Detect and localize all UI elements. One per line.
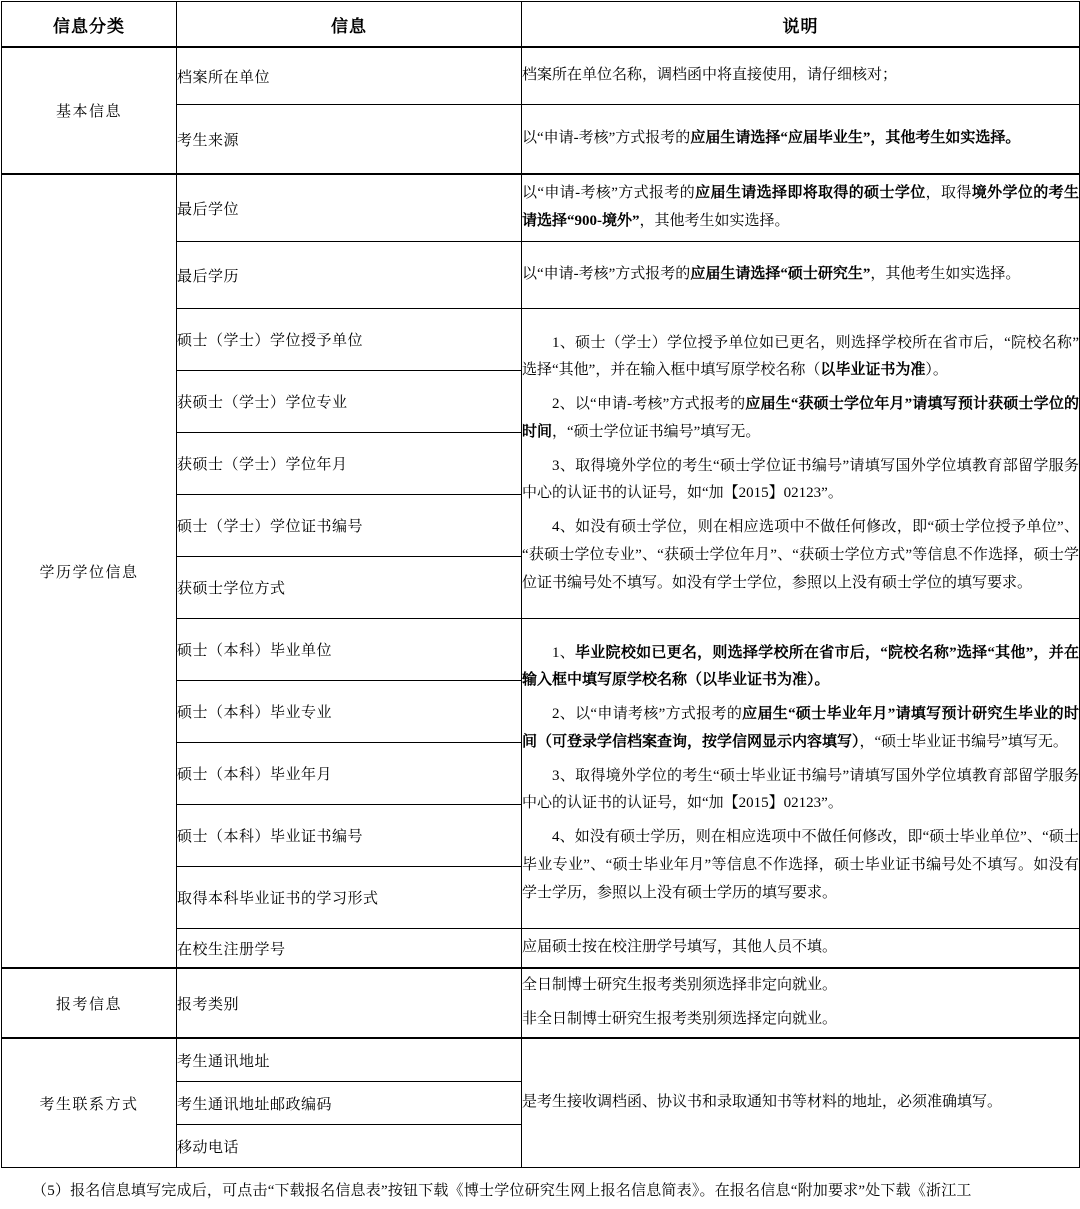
field-cell: 报考类别 [177, 968, 522, 1038]
field-cell: 移动电话 [177, 1125, 522, 1168]
description-cell: 档案所在单位名称，调档函中将直接使用，请仔细核对； [522, 47, 1080, 105]
table-row [2, 47, 1080, 105]
field-cell: 硕士（本科）毕业年月 [177, 743, 522, 805]
category-cell: 基本信息 [2, 47, 177, 174]
table-header [2, 2, 1080, 48]
field-cell: 硕士（本科）毕业证书编号 [177, 805, 522, 867]
field-cell: 取得本科毕业证书的学习形式 [177, 867, 522, 929]
category-cell: 报考信息 [2, 968, 177, 1038]
description-cell: 以“申请-考核”方式报考的应届生请选择即将取得的硕士学位，取得境外学位的考生请选择“900-境外”，其他考生如实选择。 [522, 174, 1080, 242]
field-cell: 硕士（学士）学位授予单位 [177, 309, 522, 371]
field-cell: 硕士（学士）学位证书编号 [177, 495, 522, 557]
category-cell: 学历学位信息 [2, 174, 177, 968]
field-cell: 考生通讯地址 [177, 1038, 522, 1082]
table-row [2, 174, 1080, 242]
field-cell: 硕士（本科）毕业单位 [177, 619, 522, 681]
header-category: 信息分类 [2, 2, 177, 48]
description-cell: 以“申请-考核”方式报考的应届生请选择“应届毕业生”，其他考生如实选择。 [522, 105, 1080, 175]
field-cell: 考生通讯地址邮政编码 [177, 1082, 522, 1125]
header-info: 信息 [177, 2, 522, 48]
description-cell: 应届硕士按在校注册学号填写，其他人员不填。 [522, 929, 1080, 969]
category-cell: 考生联系方式 [2, 1038, 177, 1168]
field-cell: 获硕士（学士）学位专业 [177, 371, 522, 433]
description-cell: 全日制博士研究生报考类别须选择非定向就业。 非全日制博士研究生报考类别须选择定向就业。 [522, 968, 1080, 1038]
table-row [2, 968, 1080, 1038]
document-page [0, 1, 1080, 1209]
table-body [2, 47, 1080, 1168]
header-description: 说明 [522, 2, 1080, 48]
field-cell: 获硕士（学士）学位年月 [177, 433, 522, 495]
footnote-text: （5）报名信息填写完成后，可点击“下载报名信息表”按钮下载《博士学位研究生网上报名信息简表》。在报名信息“附加要求”处下载《浙江工 [32, 1183, 972, 1199]
description-cell: 1、硕士（学士）学位授予单位如已更名，则选择学校所在省市后，“院校名称”选择“其他”，并在输入框中填写原学校名称（以毕业证书为准）。 2、以“申请-考核”方式报考的应届生“获硕士学位年月”请填写预计获硕士学位的时间，“硕士学位证书编号”填写无。 3、取得境外学位的考生“硕士学位证书编号”请填写国外学位填教育部留学服务中心的认证书的认证号，如“加【2015】02123”。 4、如没有硕士学位，则在相应选项中不做任何修改，即“硕士学位授予单位”、“获硕士学位专业”、“获硕士学位年月”、“获硕士学位方式”等信息不作选择，硕士学位证书编号处不填写。如没有学士学位，参照以上没有硕士学位的填写要求。 [522, 309, 1080, 619]
table-row [2, 1038, 1080, 1082]
field-cell: 硕士（本科）毕业专业 [177, 681, 522, 743]
field-cell: 最后学历 [177, 242, 522, 309]
field-cell: 在校生注册学号 [177, 929, 522, 969]
description-cell: 以“申请-考核”方式报考的应届生请选择“硕士研究生”，其他考生如实选择。 [522, 242, 1080, 309]
field-cell: 最后学位 [177, 174, 522, 242]
field-cell: 获硕士学位方式 [177, 557, 522, 619]
description-cell: 是考生接收调档函、协议书和录取通知书等材料的地址，必须准确填写。 [522, 1038, 1080, 1168]
field-cell: 考生来源 [177, 105, 522, 175]
description-cell: 1、毕业院校如已更名，则选择学校所在省市后，“院校名称”选择“其他”，并在输入框中填写原学校名称（以毕业证书为准）。 2、以“申请考核”方式报考的应届生“硕士毕业年月”请填写预计研究生毕业的时间（可登录学信档案查询，按学信网显示内容填写），“硕士毕业证书编号”填写无。 3、取得境外学位的考生“硕士毕业证书编号”请填写国外学位填教育部留学服务中心的认证书的认证号，如“加【2015】02123”。 4、如没有硕士学历，则在相应选项中不做任何修改，即“硕士毕业单位”、“硕士毕业专业”、“硕士毕业年月”等信息不作选择，硕士毕业证书编号处不填写。如没有学士学历，参照以上没有硕士学历的填写要求。 [522, 619, 1080, 929]
registration-info-table [1, 1, 1080, 1168]
table-header-row [2, 2, 1080, 48]
field-cell: 档案所在单位 [177, 47, 522, 105]
